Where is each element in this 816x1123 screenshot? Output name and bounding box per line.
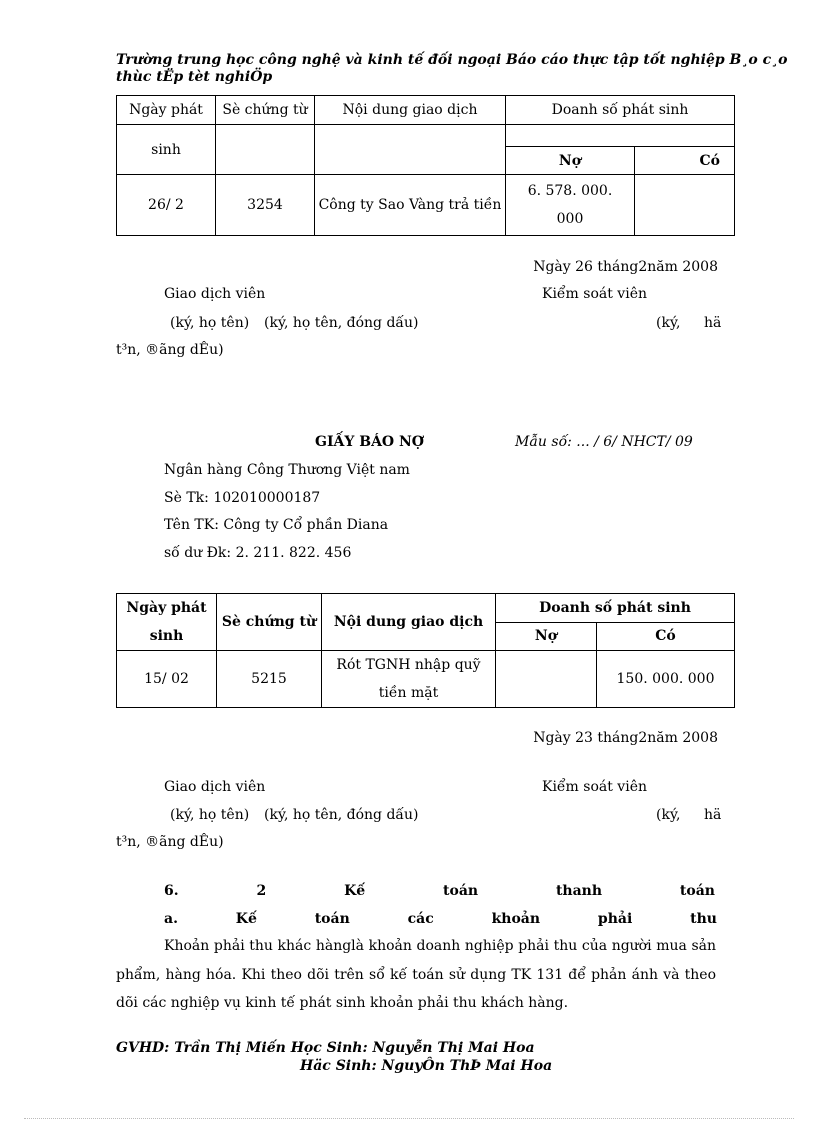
subheading-word: các — [407, 911, 434, 927]
col-debit-header: Nợ — [506, 147, 635, 175]
sign2-sig-d: hä — [704, 807, 722, 823]
sign1-date: Ngày 26 tháng2năm 2008 — [533, 259, 718, 275]
empty-cell — [315, 125, 506, 175]
section-paragraph: Khoản phải thu khác hànglà khoản doanh nghiệp phải thu của người mua sản phẩm, hàng hóa. Khi theo dõi trên sổ kế toán sử dụng TK 131 để phản ánh và theo dõi các nghiệp vụ kinh tế phát sinh khoản phải thu khách hàng. — [116, 938, 716, 1011]
sign1-sig-c: (ký, — [656, 315, 681, 331]
sign2-sig-b: (ký, họ tên, đóng dấu) — [264, 807, 419, 823]
empty-cell — [506, 125, 735, 147]
col-content-header: Nội dung giao dịch — [322, 594, 496, 651]
section-heading — [164, 883, 715, 899]
subheading-word: phải — [597, 911, 633, 927]
col-content-header: Nội dung giao dịch — [315, 96, 506, 125]
sign1-controller: Kiểm soát viên — [542, 286, 647, 302]
row-content: Công ty Sao Vàng trả tiền — [315, 175, 506, 236]
col-credit-header: Có — [635, 147, 735, 175]
header-line-1: Trường trung học công nghệ và kinh tế đối ngoại Báo cáo thực tập tốt nghiệp B¸o c¸o — [116, 52, 788, 68]
sign2-sig-a: (ký, họ tên) — [170, 807, 250, 823]
page-bottom-border — [24, 1118, 794, 1119]
notice-bank: Ngân hàng Công Thương Việt nam — [164, 462, 410, 478]
heading-word: 2 — [256, 883, 267, 899]
notice-title: GIẤY BÁO NỢ — [315, 434, 424, 450]
row-credit — [635, 175, 735, 236]
row-debit — [496, 651, 597, 708]
subheading-word: khoản — [491, 911, 541, 927]
row-content-line-1: Rót TGNH nhập quỹ — [336, 657, 481, 673]
subheading-word: toán — [314, 911, 350, 927]
section-subheading — [164, 911, 717, 927]
transaction-table-2 — [116, 593, 735, 708]
heading-word: 6. — [164, 883, 179, 899]
transaction-table-1 — [116, 95, 735, 236]
row-doc: 5215 — [217, 651, 322, 708]
row-doc: 3254 — [216, 175, 315, 236]
row-date: 26/ 2 — [117, 175, 216, 236]
subheading-word: thu — [690, 911, 717, 927]
row-content-line-2: tiền mặt — [378, 685, 439, 701]
heading-word: toán — [679, 883, 715, 899]
sign1-teller: Giao dịch viên — [164, 286, 266, 302]
notice-account-name: Tên TK: Công ty Cổ phần Diana — [164, 517, 389, 533]
heading-word: thanh — [555, 883, 603, 899]
empty-cell — [216, 125, 315, 175]
col-date-header-2: sinh — [117, 125, 216, 175]
sign1-sig-d: hä — [704, 315, 722, 331]
footer-line-2: Häc Sinh: NguyÔn ThÞ Mai Hoa — [300, 1058, 553, 1074]
sign2-date: Ngày 23 tháng2năm 2008 — [533, 730, 718, 746]
heading-word: Kế — [344, 883, 366, 899]
col-credit-header: Có — [597, 622, 735, 651]
row-debit — [506, 175, 635, 236]
sign2-controller: Kiểm soát viên — [542, 779, 647, 795]
sign2-sig-e: t³n, ®ãng dÊu) — [116, 834, 224, 850]
col-debit-header: Nợ — [496, 622, 597, 651]
footer-line-1: GVHD: Trần Thị Miến Học Sinh: Nguyễn Thị Mai Hoa — [116, 1040, 535, 1056]
notice-form-no: Mẫu số: ... / 6/ NHCT/ 09 — [515, 434, 693, 450]
col-date-header: Ngày phát — [117, 96, 216, 125]
row-debit-line-1: 6. 578. 000. — [527, 183, 613, 199]
row-credit: 150. 000. 000 — [597, 651, 735, 708]
sign1-sig-e: t³n, ®ãng dÊu) — [116, 342, 224, 358]
heading-word: toán — [443, 883, 479, 899]
sign1-sig-b: (ký, họ tên, đóng dấu) — [264, 315, 419, 331]
sign1-sig-a: (ký, họ tên) — [170, 315, 250, 331]
sign2-teller: Giao dịch viên — [164, 779, 266, 795]
row-date: 15/ 02 — [117, 651, 217, 708]
notice-balance: số dư Đk: 2. 211. 822. 456 — [164, 545, 352, 561]
col-date-header-line-1: Ngày phát — [126, 600, 207, 616]
subheading-word: Kế — [235, 911, 257, 927]
sign2-sig-c: (ký, — [656, 807, 681, 823]
col-doc-header: Sè chứng từ — [216, 96, 315, 125]
notice-account: Sè Tk: 102010000187 — [164, 490, 321, 506]
row-debit-line-2: 000 — [556, 211, 584, 227]
col-date-header-line-2: sinh — [149, 628, 184, 644]
col-doc-header: Sè chứng từ — [217, 594, 322, 651]
row-content — [322, 651, 496, 708]
col-amount-header: Doanh số phát sinh — [506, 96, 735, 125]
header-line-2: thùc tËp tèt nghiÖp — [116, 69, 273, 85]
subheading-word: a. — [164, 911, 178, 927]
col-date-header — [117, 594, 217, 651]
col-amount-header: Doanh số phát sinh — [496, 594, 735, 623]
